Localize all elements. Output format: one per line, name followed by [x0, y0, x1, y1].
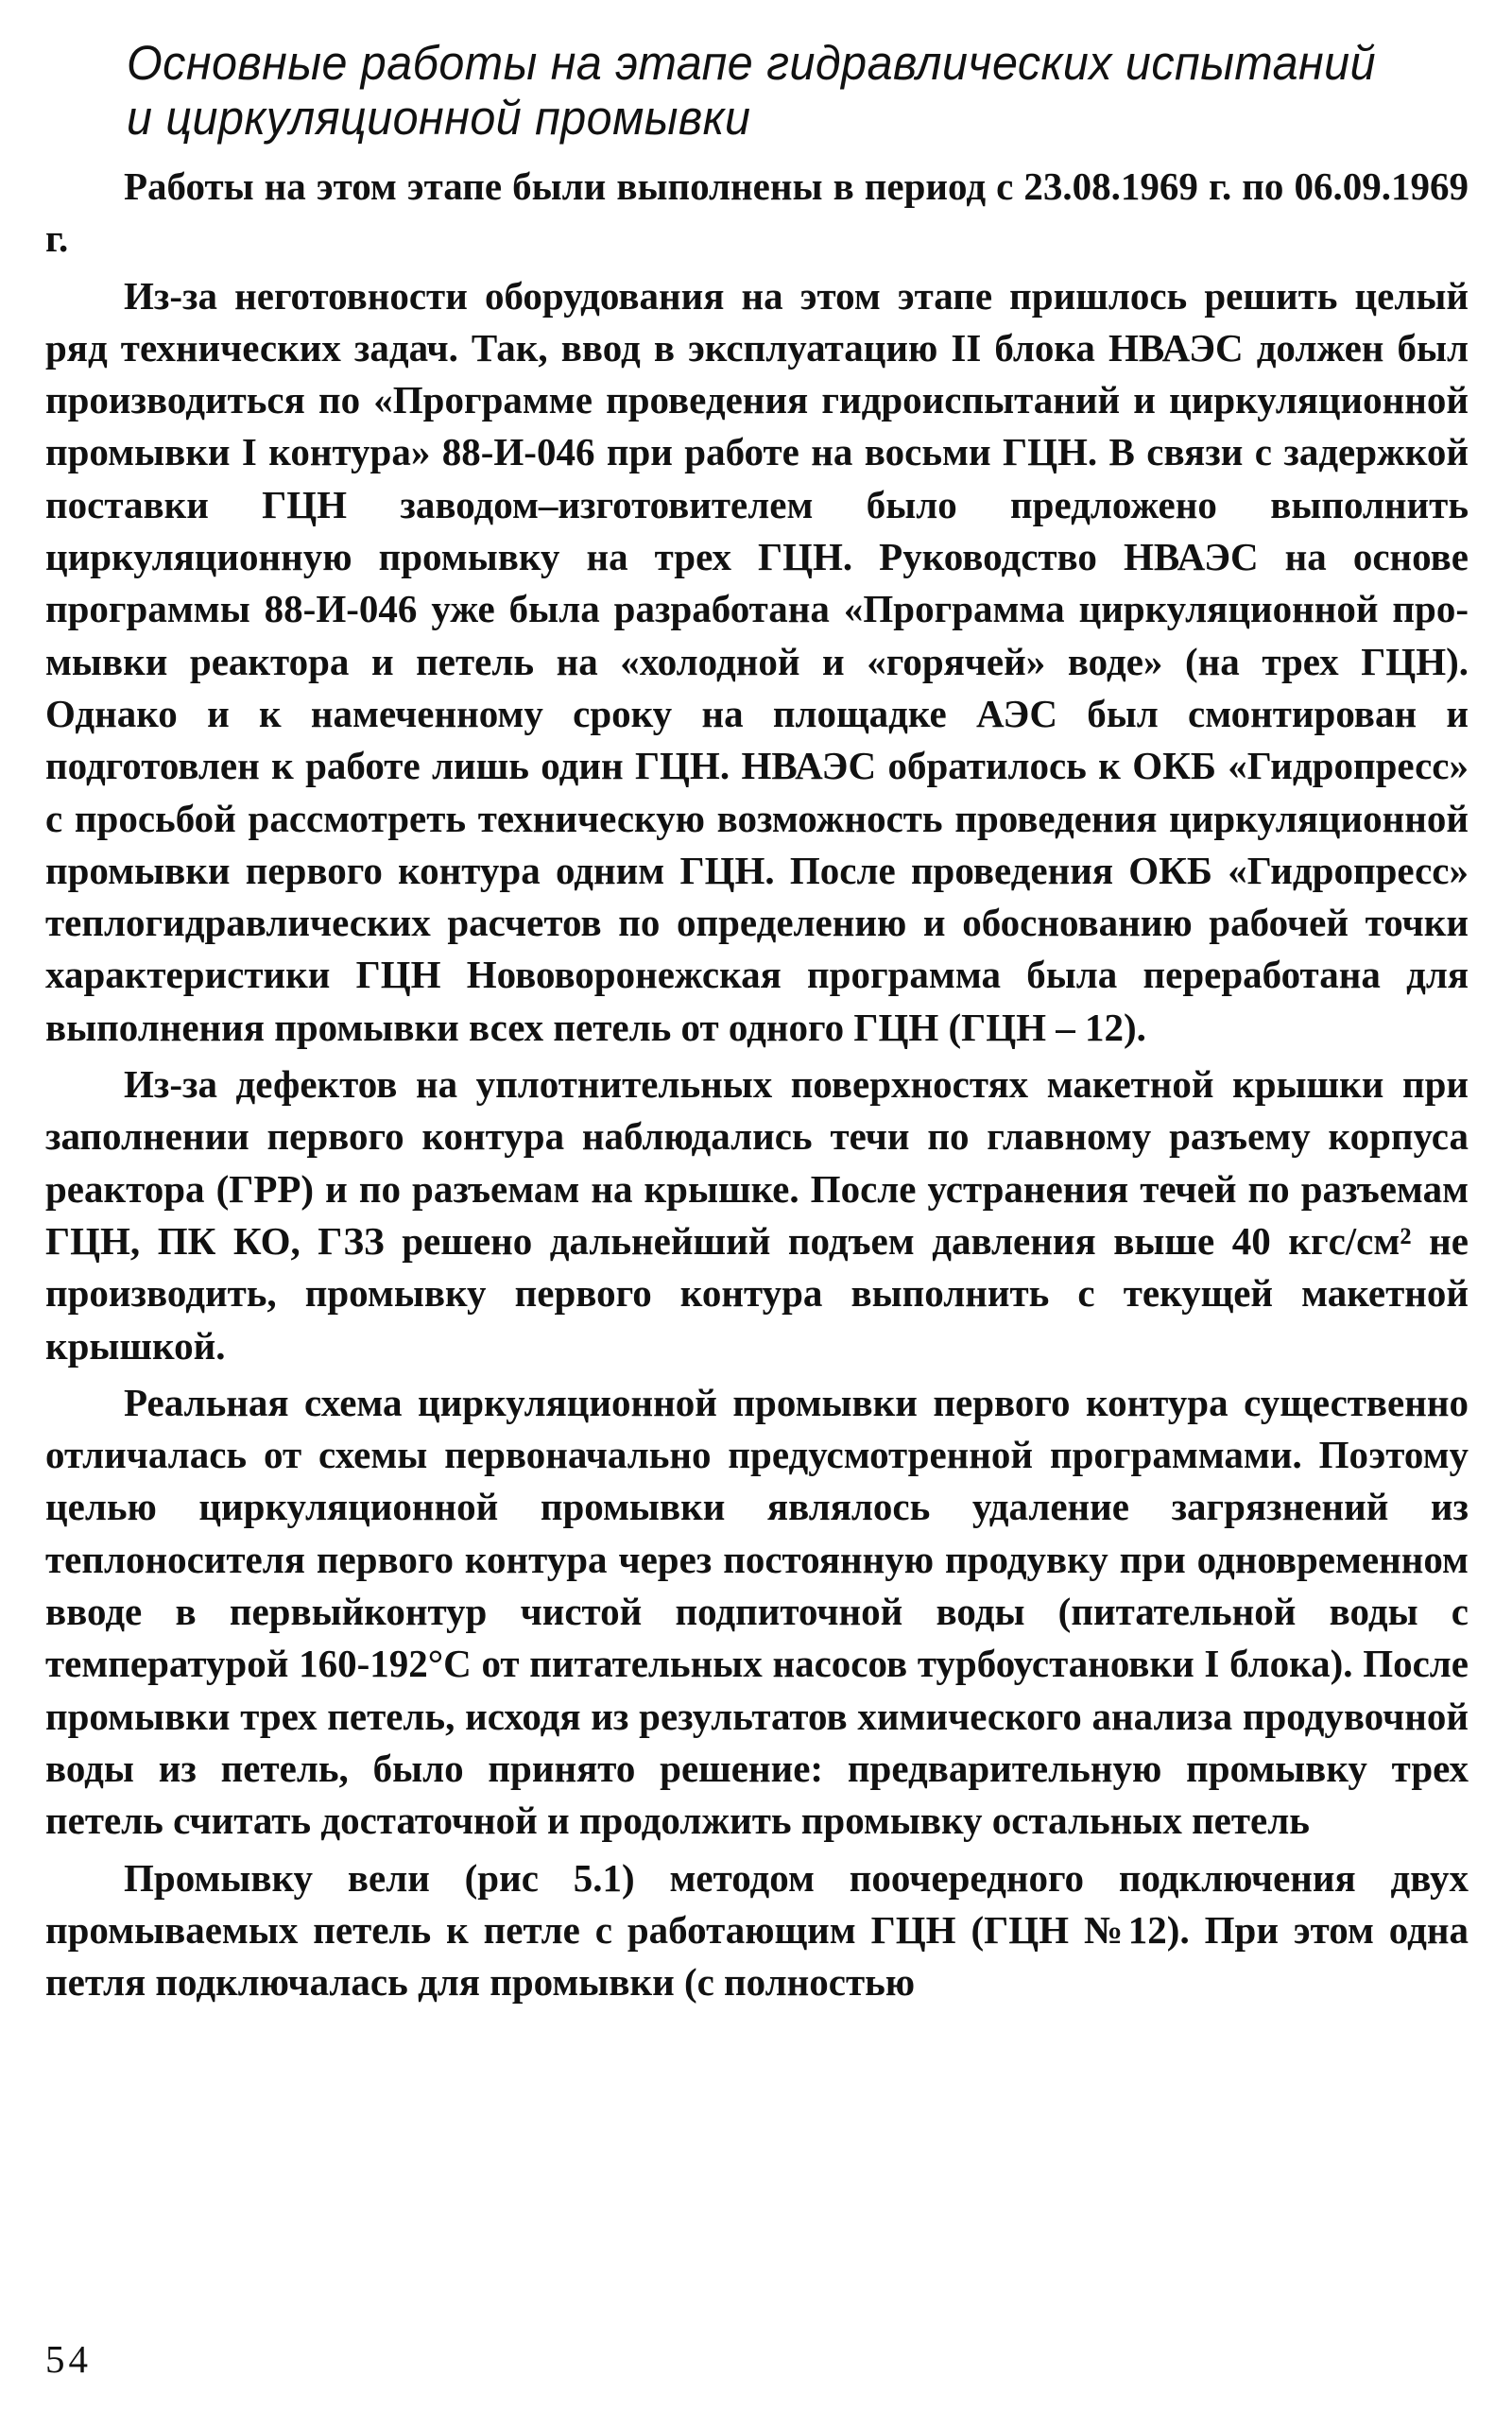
paragraph: Из-за дефектов на уплотнительных поверхностях макетной крышки при заполнении первого контура наблюдались течи по главному разъему корпуса реактора (ГРР) и по разъемам на крышке. После устранения течей по разъемам ГЦН, ПК КО, ГЗЗ решено дальнейший подъем давления выше 40 кгс/см² не производить, промывку первого контура выполнить с текущей макетной крышкой. [45, 1062, 1469, 1368]
paragraph: Из-за неготовности оборудования на этом этапе пришлось решить целый ряд технических задач. Так, ввод в эксплуатацию II блока НВАЭС должен был производиться по «Программе проведения гидроиспытаний и циркуляционной промывки I контура» 88-И-046 при работе на восьми ГЦН. В связи с задержкой поставки ГЦН заводом–изготовителем было предложено выполнить циркуляционную промывку на трех ГЦН. Руководство НВАЭС на основе программы 88-И-046 уже была разработана «Программа циркуляционной промывки реактора и петель на «холодной и «горячей» воде» (на трех ГЦН). Однако и к намеченному сроку на площадке АЭС был смонтирован и подготовлен к работе лишь один ГЦН. НВАЭС обратилось к ОКБ «Гидропресс» с просьбой рассмотреть техническую возможность проведения циркуляционной промывки первого контура одним ГЦН. После проведения ОКБ «Гидропресс» теплогидравлических расчетов по определению и обоснованию рабочей точки характеристики ГЦН Нововоронежская программа была переработана для выполнения промывки всех петель от одного ГЦН (ГЦН – 12). [45, 273, 1469, 1049]
paragraph: Промывку вели (рис 5.1) методом поочередного подключения двух промываемых петель к петле с работающим ГЦН (ГЦН №12). При этом одна петля подключалась для промывки (с полностью [45, 1855, 1469, 2005]
paragraph: Работы на этом этапе были выполнены в период с 23.08.1969 г. по 06.09.1969 г. [45, 164, 1469, 261]
section-heading: Основные работы на этапе гидравлических испытаний и циркуляционной промывки [127, 36, 1377, 145]
paragraph: Реальная схема циркуляционной промывки первого контура существенно отличалась от схемы первоначально предусмотренной программами. Поэтому целью циркуляционной промывки являлось удаление загрязнений из теплоносителя первого контура через постоянную продувку при одновременном вводе в первыйконтур чистой подпиточной воды (питательной воды с температурой 160-192°С от питательных насосов турбоустановки I блока). После промывки трех петель, исходя из результатов химического анализа продувочной воды из петель, было принято решение: предварительную промывку трех петель считать достаточной и продолжить промывку остальных петель [45, 1380, 1469, 1843]
page-number: 54 [45, 2337, 92, 2381]
body-text [45, 161, 1469, 2013]
